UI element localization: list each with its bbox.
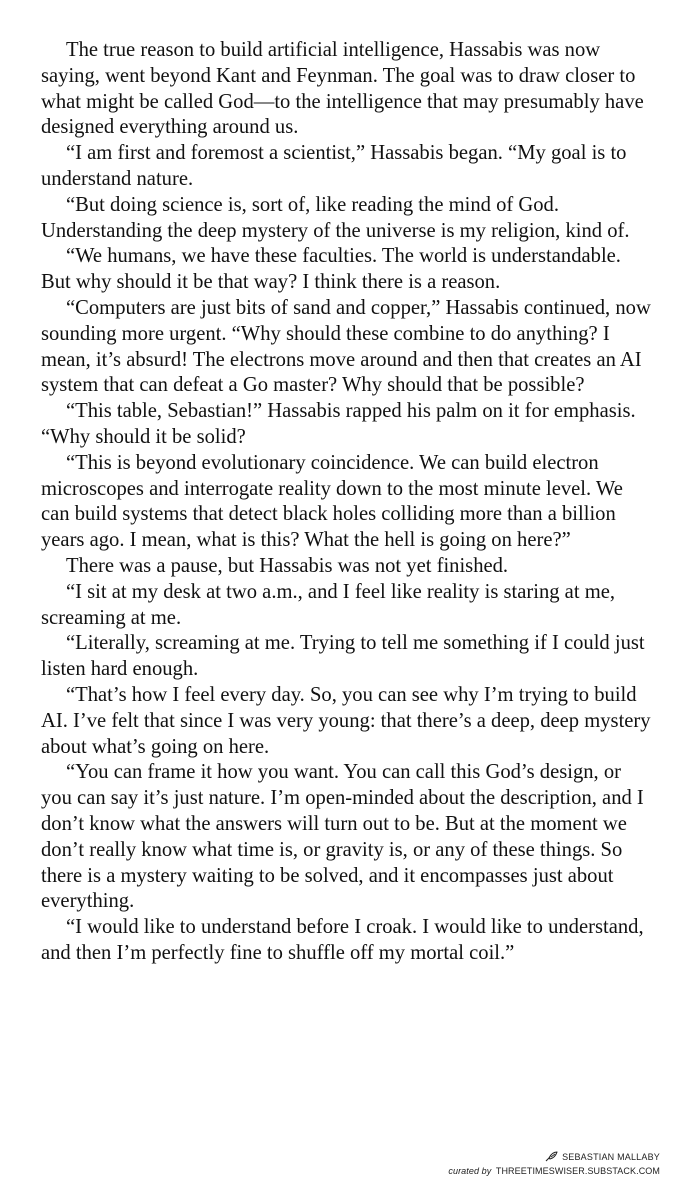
curated-source: THREETIMESWISER.SUBSTACK.COM (495, 1166, 660, 1176)
paragraph-5: “Computers are just bits of sand and copper,” Hassabis continued, now sounding more urgent. “Why should these combine to do anything? I mean, it’s absurd! The electrons move around and then that creates an AI system that can defeat a Go master? Why should that be possible? (41, 296, 651, 397)
paragraph-12: “You can frame it how you want. You can call this God’s design, or you can say it’s just nature. I’m open-minded about the description, and I don’t know what the answers will turn out to be. But at the moment we don’t really know what time is, or gravity is, or any of these things. So there is a mystery waiting to be solved, and it encompasses just about everything. (41, 761, 644, 913)
paragraph-4: “We humans, we have these faculties. The world is understandable. But why should it be that way? I think there is a reason. (41, 245, 621, 294)
author-name: SEBASTIAN MALLABY (562, 1151, 660, 1162)
paragraph-9: “I sit at my desk at two a.m., and I feel like reality is staring at me, screaming at me. (41, 580, 616, 629)
curated-prefix: curated by (448, 1166, 492, 1176)
author-line (448, 1150, 660, 1163)
paragraph-2: “I am first and foremost a scientist,” Hassabis began. “My goal is to understand nature. (41, 142, 627, 190)
curated-line (448, 1166, 660, 1176)
paragraph-13: “I would like to understand before I croak. I would like to understand, and then I’m perfectly fine to shuffle off my mortal coil.” (41, 916, 644, 964)
paragraph-1: The true reason to build artificial intelligence, Hassabis was now saying, went beyond Kant and Feynman. The goal was to draw closer to what might be called God—to the intelligence that may presumably have designed everything around us. (41, 39, 644, 139)
excerpt-text (41, 38, 651, 967)
quill-icon (545, 1151, 558, 1162)
paragraph-11: “That’s how I feel every day. So, you can see why I’m trying to build AI. I’ve felt that since I was very young: that there’s a deep, deep mystery about what’s going on here. (41, 683, 651, 758)
credit-block (448, 1150, 660, 1176)
paragraph-6: “This table, Sebastian!” Hassabis rapped his palm on it for emphasis. “Why should it be solid? (41, 400, 636, 448)
paragraph-3: “But doing science is, sort of, like reading the mind of God. Understanding the deep mystery of the universe is my religion, kind of. (41, 193, 630, 242)
paragraph-8: There was a pause, but Hassabis was not yet finished. (66, 554, 509, 577)
paragraph-10: “Literally, screaming at me. Trying to tell me something if I could just listen hard enough. (41, 632, 645, 681)
paragraph-7: “This is beyond evolutionary coincidence. We can build electron microscopes and interrogate reality down to the most minute level. We can build systems that detect black holes colliding more than a billion years ago. I mean, what is this? What the hell is going on here?” (41, 451, 623, 552)
